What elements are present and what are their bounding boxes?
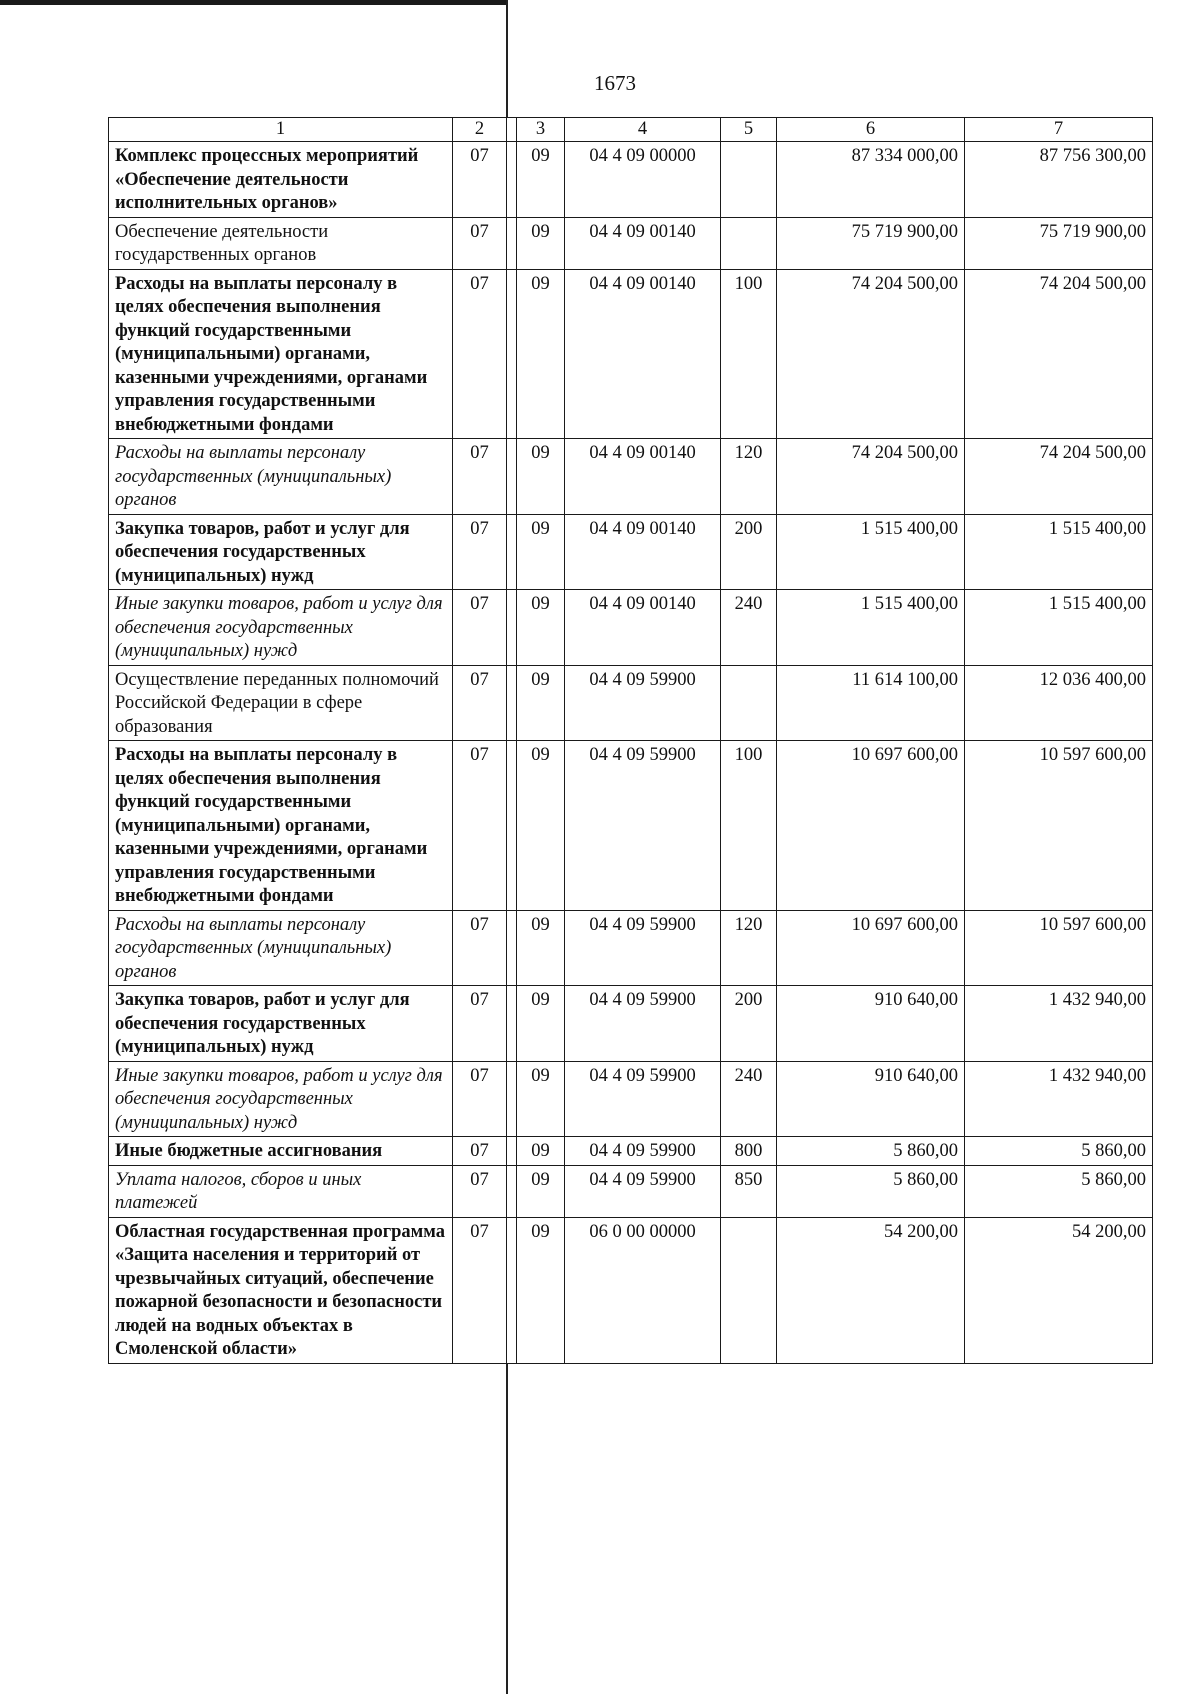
table-row: [109, 665, 1153, 741]
expense-type-code: 100: [721, 741, 777, 911]
subsection-code: 09: [517, 1165, 565, 1217]
column-gap: [507, 1165, 517, 1217]
row-name: Закупка товаров, работ и услуг для обеспечения государственных (муниципальных) нужд: [109, 514, 453, 590]
section-code: 07: [453, 590, 507, 666]
subsection-code: 09: [517, 1217, 565, 1363]
amount-year-1: 74 204 500,00: [777, 269, 965, 439]
amount-year-1: 10 697 600,00: [777, 910, 965, 986]
target-article-code: 04 4 09 00140: [565, 514, 721, 590]
row-name: Расходы на выплаты персоналу государственных (муниципальных) органов: [109, 910, 453, 986]
row-name: Расходы на выплаты персоналу государственных (муниципальных) органов: [109, 439, 453, 515]
section-code: 07: [453, 665, 507, 741]
section-code: 07: [453, 1137, 507, 1166]
section-code: 07: [453, 142, 507, 218]
budget-table: [108, 117, 1153, 1364]
row-name: Расходы на выплаты персоналу в целях обеспечения выполнения функций государственными (муниципальными) органами, казенными учреждениями, органами управления государственными внебюджетными фондами: [109, 269, 453, 439]
row-name: Расходы на выплаты персоналу в целях обеспечения выполнения функций государственными (муниципальными) органами, казенными учреждениями, органами управления государственными внебюджетными фондами: [109, 741, 453, 911]
amount-year-1: 910 640,00: [777, 1061, 965, 1137]
row-name: Закупка товаров, работ и услуг для обеспечения государственных (муниципальных) нужд: [109, 986, 453, 1062]
amount-year-1: 54 200,00: [777, 1217, 965, 1363]
row-name: Иные бюджетные ассигнования: [109, 1137, 453, 1166]
column-gap: [507, 1217, 517, 1363]
column-gap: [507, 910, 517, 986]
subsection-code: 09: [517, 986, 565, 1062]
row-name: Уплата налогов, сборов и иных платежей: [109, 1165, 453, 1217]
expense-type-code: [721, 217, 777, 269]
table-row: [109, 142, 1153, 218]
target-article-code: 06 0 00 00000: [565, 1217, 721, 1363]
amount-year-1: 1 515 400,00: [777, 514, 965, 590]
expense-type-code: 200: [721, 514, 777, 590]
amount-year-2: 1 432 940,00: [965, 986, 1153, 1062]
target-article-code: 04 4 09 59900: [565, 741, 721, 911]
subsection-code: 09: [517, 590, 565, 666]
target-article-code: 04 4 09 00140: [565, 439, 721, 515]
amount-year-2: 10 597 600,00: [965, 910, 1153, 986]
table-row: [109, 269, 1153, 439]
target-article-code: 04 4 09 59900: [565, 665, 721, 741]
row-name: Комплекс процессных мероприятий «Обеспечение деятельности исполнительных органов»: [109, 142, 453, 218]
subsection-code: 09: [517, 439, 565, 515]
amount-year-1: 910 640,00: [777, 986, 965, 1062]
amount-year-1: 87 334 000,00: [777, 142, 965, 218]
amount-year-2: 54 200,00: [965, 1217, 1153, 1363]
amount-year-1: 1 515 400,00: [777, 590, 965, 666]
section-code: 07: [453, 269, 507, 439]
table-row: [109, 986, 1153, 1062]
page-number: 1673: [594, 71, 636, 95]
expense-type-code: [721, 1217, 777, 1363]
amount-year-1: 10 697 600,00: [777, 741, 965, 911]
expense-type-code: [721, 665, 777, 741]
subsection-code: 09: [517, 269, 565, 439]
amount-year-2: 74 204 500,00: [965, 269, 1153, 439]
section-code: 07: [453, 986, 507, 1062]
expense-type-code: 100: [721, 269, 777, 439]
section-code: 07: [453, 741, 507, 911]
amount-year-2: 1 515 400,00: [965, 514, 1153, 590]
column-gap: [507, 665, 517, 741]
subsection-code: 09: [517, 1061, 565, 1137]
column-header-1: 1: [109, 118, 453, 142]
amount-year-2: 1 515 400,00: [965, 590, 1153, 666]
column-gap: [507, 1061, 517, 1137]
amount-year-2: 74 204 500,00: [965, 439, 1153, 515]
column-gap: [507, 439, 517, 515]
target-article-code: 04 4 09 59900: [565, 1137, 721, 1166]
amount-year-1: 5 860,00: [777, 1165, 965, 1217]
amount-year-1: 5 860,00: [777, 1137, 965, 1166]
column-gap: [507, 142, 517, 218]
expense-type-code: 240: [721, 590, 777, 666]
table-row: [109, 1061, 1153, 1137]
section-code: 07: [453, 1061, 507, 1137]
target-article-code: 04 4 09 00000: [565, 142, 721, 218]
amount-year-1: 74 204 500,00: [777, 439, 965, 515]
expense-type-code: 120: [721, 439, 777, 515]
table-row: [109, 910, 1153, 986]
column-gap: [507, 269, 517, 439]
amount-year-2: 12 036 400,00: [965, 665, 1153, 741]
top-rule: [0, 0, 508, 5]
section-code: 07: [453, 910, 507, 986]
amount-year-1: 11 614 100,00: [777, 665, 965, 741]
target-article-code: 04 4 09 59900: [565, 910, 721, 986]
table-row: [109, 1137, 1153, 1166]
expense-type-code: 200: [721, 986, 777, 1062]
subsection-code: 09: [517, 741, 565, 911]
section-code: 07: [453, 514, 507, 590]
target-article-code: 04 4 09 59900: [565, 1165, 721, 1217]
expense-type-code: 800: [721, 1137, 777, 1166]
amount-year-2: 75 719 900,00: [965, 217, 1153, 269]
target-article-code: 04 4 09 59900: [565, 1061, 721, 1137]
target-article-code: 04 4 09 00140: [565, 269, 721, 439]
expense-type-code: [721, 142, 777, 218]
subsection-code: 09: [517, 142, 565, 218]
table-row: [109, 217, 1153, 269]
amount-year-2: 10 597 600,00: [965, 741, 1153, 911]
subsection-code: 09: [517, 665, 565, 741]
subsection-code: 09: [517, 217, 565, 269]
column-gap: [507, 514, 517, 590]
table-row: [109, 1217, 1153, 1363]
section-code: 07: [453, 217, 507, 269]
column-gap: [507, 986, 517, 1062]
table-row: [109, 439, 1153, 515]
amount-year-2: 1 432 940,00: [965, 1061, 1153, 1137]
header-row: [109, 118, 1153, 142]
target-article-code: 04 4 09 00140: [565, 217, 721, 269]
column-header-2: 2: [453, 118, 507, 142]
row-name: Осуществление переданных полномочий Российской Федерации в сфере образования: [109, 665, 453, 741]
expense-type-code: 120: [721, 910, 777, 986]
column-header-5: 5: [721, 118, 777, 142]
target-article-code: 04 4 09 59900: [565, 986, 721, 1062]
amount-year-2: 5 860,00: [965, 1165, 1153, 1217]
column-gap: [507, 741, 517, 911]
expense-type-code: 240: [721, 1061, 777, 1137]
row-name: Иные закупки товаров, работ и услуг для обеспечения государственных (муниципальных) нужд: [109, 590, 453, 666]
row-name: Областная государственная программа «Защита населения и территорий от чрезвычайных ситуаций, обеспечение пожарной безопасности и безопасности людей на водных объектах в Смоленской области»: [109, 1217, 453, 1363]
amount-year-2: 5 860,00: [965, 1137, 1153, 1166]
table-row: [109, 514, 1153, 590]
column-header-4: 4: [565, 118, 721, 142]
expense-type-code: 850: [721, 1165, 777, 1217]
column-header-6: 6: [777, 118, 965, 142]
subsection-code: 09: [517, 1137, 565, 1166]
column-header-7: 7: [965, 118, 1153, 142]
subsection-code: 09: [517, 514, 565, 590]
table-row: [109, 590, 1153, 666]
row-name: Иные закупки товаров, работ и услуг для обеспечения государственных (муниципальных) нужд: [109, 1061, 453, 1137]
table-body: [109, 118, 1153, 1364]
table-row: [109, 741, 1153, 911]
column-gap: [507, 217, 517, 269]
column-header-3: 3: [517, 118, 565, 142]
column-gap: [507, 118, 517, 142]
target-article-code: 04 4 09 00140: [565, 590, 721, 666]
section-code: 07: [453, 1217, 507, 1363]
section-code: 07: [453, 1165, 507, 1217]
row-name: Обеспечение деятельности государственных органов: [109, 217, 453, 269]
table-row: [109, 1165, 1153, 1217]
subsection-code: 09: [517, 910, 565, 986]
amount-year-1: 75 719 900,00: [777, 217, 965, 269]
column-gap: [507, 1137, 517, 1166]
amount-year-2: 87 756 300,00: [965, 142, 1153, 218]
section-code: 07: [453, 439, 507, 515]
column-gap: [507, 590, 517, 666]
